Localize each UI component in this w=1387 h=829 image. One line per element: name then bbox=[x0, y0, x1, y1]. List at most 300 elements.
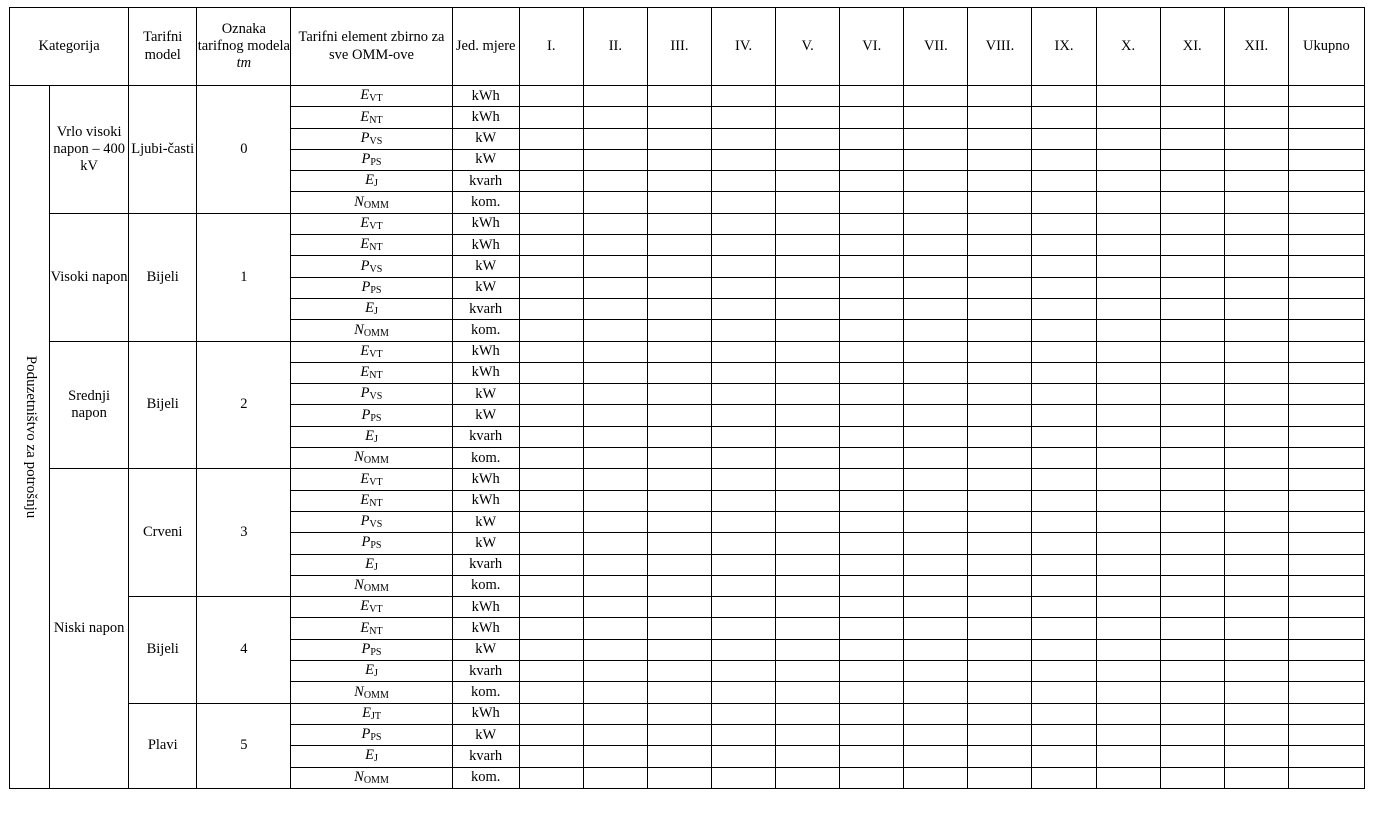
month-value-cell[interactable] bbox=[1224, 639, 1288, 660]
month-value-cell[interactable] bbox=[840, 703, 904, 724]
month-value-cell[interactable] bbox=[776, 533, 840, 554]
month-value-cell[interactable] bbox=[776, 746, 840, 767]
month-value-cell[interactable] bbox=[904, 661, 968, 682]
month-value-cell[interactable] bbox=[712, 682, 776, 703]
total-value-cell[interactable] bbox=[1288, 767, 1364, 788]
month-value-cell[interactable] bbox=[1032, 639, 1096, 660]
month-value-cell[interactable] bbox=[1160, 384, 1224, 405]
month-value-cell[interactable] bbox=[1224, 107, 1288, 128]
total-value-cell[interactable] bbox=[1288, 724, 1364, 745]
month-value-cell[interactable] bbox=[1160, 724, 1224, 745]
total-value-cell[interactable] bbox=[1288, 618, 1364, 639]
month-value-cell[interactable] bbox=[712, 235, 776, 256]
month-value-cell[interactable] bbox=[519, 703, 583, 724]
month-value-cell[interactable] bbox=[776, 682, 840, 703]
month-value-cell[interactable] bbox=[1224, 86, 1288, 107]
month-value-cell[interactable] bbox=[712, 426, 776, 447]
month-value-cell[interactable] bbox=[968, 107, 1032, 128]
month-value-cell[interactable] bbox=[1032, 469, 1096, 490]
month-value-cell[interactable] bbox=[712, 469, 776, 490]
month-value-cell[interactable] bbox=[1096, 171, 1160, 192]
month-value-cell[interactable] bbox=[519, 575, 583, 596]
month-value-cell[interactable] bbox=[776, 107, 840, 128]
month-value-cell[interactable] bbox=[776, 618, 840, 639]
month-value-cell[interactable] bbox=[1096, 426, 1160, 447]
month-value-cell[interactable] bbox=[968, 639, 1032, 660]
total-value-cell[interactable] bbox=[1288, 469, 1364, 490]
month-value-cell[interactable] bbox=[776, 192, 840, 213]
month-value-cell[interactable] bbox=[1032, 767, 1096, 788]
month-value-cell[interactable] bbox=[519, 554, 583, 575]
month-value-cell[interactable] bbox=[968, 469, 1032, 490]
month-value-cell[interactable] bbox=[1096, 554, 1160, 575]
month-value-cell[interactable] bbox=[647, 86, 711, 107]
month-value-cell[interactable] bbox=[1160, 554, 1224, 575]
month-value-cell[interactable] bbox=[583, 235, 647, 256]
month-value-cell[interactable] bbox=[519, 490, 583, 511]
total-value-cell[interactable] bbox=[1288, 597, 1364, 618]
month-value-cell[interactable] bbox=[904, 362, 968, 383]
month-value-cell[interactable] bbox=[1032, 533, 1096, 554]
month-value-cell[interactable] bbox=[519, 405, 583, 426]
month-value-cell[interactable] bbox=[1224, 490, 1288, 511]
total-value-cell[interactable] bbox=[1288, 277, 1364, 298]
total-value-cell[interactable] bbox=[1288, 682, 1364, 703]
month-value-cell[interactable] bbox=[712, 511, 776, 532]
month-value-cell[interactable] bbox=[840, 277, 904, 298]
month-value-cell[interactable] bbox=[519, 682, 583, 703]
month-value-cell[interactable] bbox=[1032, 661, 1096, 682]
month-value-cell[interactable] bbox=[840, 107, 904, 128]
month-value-cell[interactable] bbox=[1032, 362, 1096, 383]
month-value-cell[interactable] bbox=[1224, 746, 1288, 767]
month-value-cell[interactable] bbox=[647, 341, 711, 362]
month-value-cell[interactable] bbox=[1160, 618, 1224, 639]
month-value-cell[interactable] bbox=[904, 298, 968, 319]
month-value-cell[interactable] bbox=[712, 554, 776, 575]
month-value-cell[interactable] bbox=[1160, 86, 1224, 107]
month-value-cell[interactable] bbox=[1032, 107, 1096, 128]
month-value-cell[interactable] bbox=[1224, 171, 1288, 192]
month-value-cell[interactable] bbox=[519, 320, 583, 341]
month-value-cell[interactable] bbox=[1096, 277, 1160, 298]
month-value-cell[interactable] bbox=[968, 128, 1032, 149]
month-value-cell[interactable] bbox=[776, 320, 840, 341]
month-value-cell[interactable] bbox=[968, 298, 1032, 319]
month-value-cell[interactable] bbox=[647, 554, 711, 575]
month-value-cell[interactable] bbox=[968, 86, 1032, 107]
month-value-cell[interactable] bbox=[519, 86, 583, 107]
month-value-cell[interactable] bbox=[776, 767, 840, 788]
month-value-cell[interactable] bbox=[1224, 767, 1288, 788]
month-value-cell[interactable] bbox=[1160, 597, 1224, 618]
month-value-cell[interactable] bbox=[1096, 213, 1160, 234]
month-value-cell[interactable] bbox=[583, 171, 647, 192]
month-value-cell[interactable] bbox=[519, 213, 583, 234]
month-value-cell[interactable] bbox=[968, 767, 1032, 788]
month-value-cell[interactable] bbox=[776, 554, 840, 575]
month-value-cell[interactable] bbox=[519, 298, 583, 319]
month-value-cell[interactable] bbox=[1032, 128, 1096, 149]
month-value-cell[interactable] bbox=[1160, 490, 1224, 511]
month-value-cell[interactable] bbox=[1096, 703, 1160, 724]
month-value-cell[interactable] bbox=[776, 639, 840, 660]
month-value-cell[interactable] bbox=[904, 235, 968, 256]
month-value-cell[interactable] bbox=[968, 171, 1032, 192]
month-value-cell[interactable] bbox=[840, 256, 904, 277]
month-value-cell[interactable] bbox=[840, 341, 904, 362]
month-value-cell[interactable] bbox=[712, 661, 776, 682]
month-value-cell[interactable] bbox=[968, 341, 1032, 362]
month-value-cell[interactable] bbox=[1224, 511, 1288, 532]
month-value-cell[interactable] bbox=[968, 661, 1032, 682]
month-value-cell[interactable] bbox=[1096, 597, 1160, 618]
month-value-cell[interactable] bbox=[776, 128, 840, 149]
month-value-cell[interactable] bbox=[1032, 703, 1096, 724]
month-value-cell[interactable] bbox=[904, 341, 968, 362]
month-value-cell[interactable] bbox=[1096, 149, 1160, 170]
month-value-cell[interactable] bbox=[1096, 469, 1160, 490]
month-value-cell[interactable] bbox=[840, 384, 904, 405]
month-value-cell[interactable] bbox=[1032, 575, 1096, 596]
total-value-cell[interactable] bbox=[1288, 575, 1364, 596]
month-value-cell[interactable] bbox=[647, 235, 711, 256]
month-value-cell[interactable] bbox=[968, 277, 1032, 298]
month-value-cell[interactable] bbox=[647, 746, 711, 767]
month-value-cell[interactable] bbox=[904, 171, 968, 192]
month-value-cell[interactable] bbox=[968, 320, 1032, 341]
month-value-cell[interactable] bbox=[1032, 448, 1096, 469]
month-value-cell[interactable] bbox=[904, 597, 968, 618]
month-value-cell[interactable] bbox=[968, 384, 1032, 405]
month-value-cell[interactable] bbox=[519, 107, 583, 128]
month-value-cell[interactable] bbox=[840, 149, 904, 170]
month-value-cell[interactable] bbox=[712, 192, 776, 213]
total-value-cell[interactable] bbox=[1288, 107, 1364, 128]
month-value-cell[interactable] bbox=[647, 533, 711, 554]
month-value-cell[interactable] bbox=[904, 639, 968, 660]
month-value-cell[interactable] bbox=[583, 362, 647, 383]
month-value-cell[interactable] bbox=[1032, 384, 1096, 405]
month-value-cell[interactable] bbox=[1160, 639, 1224, 660]
month-value-cell[interactable] bbox=[840, 767, 904, 788]
month-value-cell[interactable] bbox=[1224, 128, 1288, 149]
month-value-cell[interactable] bbox=[647, 405, 711, 426]
month-value-cell[interactable] bbox=[583, 192, 647, 213]
month-value-cell[interactable] bbox=[776, 235, 840, 256]
month-value-cell[interactable] bbox=[583, 86, 647, 107]
month-value-cell[interactable] bbox=[1160, 107, 1224, 128]
month-value-cell[interactable] bbox=[904, 107, 968, 128]
month-value-cell[interactable] bbox=[1032, 511, 1096, 532]
month-value-cell[interactable] bbox=[840, 597, 904, 618]
month-value-cell[interactable] bbox=[1096, 256, 1160, 277]
month-value-cell[interactable] bbox=[1096, 384, 1160, 405]
month-value-cell[interactable] bbox=[904, 554, 968, 575]
month-value-cell[interactable] bbox=[712, 639, 776, 660]
month-value-cell[interactable] bbox=[904, 511, 968, 532]
month-value-cell[interactable] bbox=[712, 703, 776, 724]
month-value-cell[interactable] bbox=[904, 682, 968, 703]
month-value-cell[interactable] bbox=[776, 341, 840, 362]
month-value-cell[interactable] bbox=[519, 469, 583, 490]
month-value-cell[interactable] bbox=[1224, 724, 1288, 745]
month-value-cell[interactable] bbox=[840, 639, 904, 660]
month-value-cell[interactable] bbox=[519, 128, 583, 149]
month-value-cell[interactable] bbox=[583, 405, 647, 426]
month-value-cell[interactable] bbox=[776, 448, 840, 469]
total-value-cell[interactable] bbox=[1288, 639, 1364, 660]
month-value-cell[interactable] bbox=[583, 256, 647, 277]
month-value-cell[interactable] bbox=[1224, 362, 1288, 383]
month-value-cell[interactable] bbox=[968, 618, 1032, 639]
month-value-cell[interactable] bbox=[583, 320, 647, 341]
month-value-cell[interactable] bbox=[968, 213, 1032, 234]
total-value-cell[interactable] bbox=[1288, 405, 1364, 426]
month-value-cell[interactable] bbox=[904, 277, 968, 298]
month-value-cell[interactable] bbox=[647, 192, 711, 213]
month-value-cell[interactable] bbox=[776, 213, 840, 234]
month-value-cell[interactable] bbox=[583, 341, 647, 362]
month-value-cell[interactable] bbox=[968, 362, 1032, 383]
month-value-cell[interactable] bbox=[1160, 235, 1224, 256]
month-value-cell[interactable] bbox=[1096, 490, 1160, 511]
month-value-cell[interactable] bbox=[1096, 235, 1160, 256]
month-value-cell[interactable] bbox=[1224, 213, 1288, 234]
month-value-cell[interactable] bbox=[1096, 320, 1160, 341]
month-value-cell[interactable] bbox=[712, 618, 776, 639]
month-value-cell[interactable] bbox=[1224, 341, 1288, 362]
month-value-cell[interactable] bbox=[583, 767, 647, 788]
total-value-cell[interactable] bbox=[1288, 192, 1364, 213]
month-value-cell[interactable] bbox=[1032, 298, 1096, 319]
month-value-cell[interactable] bbox=[519, 362, 583, 383]
month-value-cell[interactable] bbox=[1224, 554, 1288, 575]
month-value-cell[interactable] bbox=[583, 661, 647, 682]
month-value-cell[interactable] bbox=[840, 618, 904, 639]
month-value-cell[interactable] bbox=[583, 682, 647, 703]
month-value-cell[interactable] bbox=[840, 213, 904, 234]
month-value-cell[interactable] bbox=[968, 533, 1032, 554]
month-value-cell[interactable] bbox=[583, 703, 647, 724]
month-value-cell[interactable] bbox=[712, 256, 776, 277]
month-value-cell[interactable] bbox=[583, 618, 647, 639]
month-value-cell[interactable] bbox=[776, 149, 840, 170]
month-value-cell[interactable] bbox=[519, 661, 583, 682]
month-value-cell[interactable] bbox=[712, 320, 776, 341]
month-value-cell[interactable] bbox=[1224, 682, 1288, 703]
month-value-cell[interactable] bbox=[1160, 320, 1224, 341]
total-value-cell[interactable] bbox=[1288, 128, 1364, 149]
month-value-cell[interactable] bbox=[840, 128, 904, 149]
month-value-cell[interactable] bbox=[1032, 86, 1096, 107]
month-value-cell[interactable] bbox=[968, 682, 1032, 703]
total-value-cell[interactable] bbox=[1288, 490, 1364, 511]
month-value-cell[interactable] bbox=[840, 533, 904, 554]
month-value-cell[interactable] bbox=[583, 213, 647, 234]
month-value-cell[interactable] bbox=[1160, 149, 1224, 170]
month-value-cell[interactable] bbox=[519, 511, 583, 532]
month-value-cell[interactable] bbox=[647, 107, 711, 128]
month-value-cell[interactable] bbox=[1096, 533, 1160, 554]
month-value-cell[interactable] bbox=[583, 448, 647, 469]
month-value-cell[interactable] bbox=[583, 639, 647, 660]
month-value-cell[interactable] bbox=[1032, 490, 1096, 511]
month-value-cell[interactable] bbox=[904, 490, 968, 511]
month-value-cell[interactable] bbox=[904, 469, 968, 490]
month-value-cell[interactable] bbox=[712, 107, 776, 128]
month-value-cell[interactable] bbox=[1096, 86, 1160, 107]
month-value-cell[interactable] bbox=[712, 746, 776, 767]
month-value-cell[interactable] bbox=[519, 256, 583, 277]
month-value-cell[interactable] bbox=[712, 767, 776, 788]
total-value-cell[interactable] bbox=[1288, 533, 1364, 554]
month-value-cell[interactable] bbox=[1160, 682, 1224, 703]
month-value-cell[interactable] bbox=[583, 298, 647, 319]
month-value-cell[interactable] bbox=[583, 554, 647, 575]
month-value-cell[interactable] bbox=[840, 724, 904, 745]
month-value-cell[interactable] bbox=[647, 149, 711, 170]
month-value-cell[interactable] bbox=[776, 384, 840, 405]
month-value-cell[interactable] bbox=[647, 426, 711, 447]
month-value-cell[interactable] bbox=[904, 618, 968, 639]
month-value-cell[interactable] bbox=[1032, 554, 1096, 575]
month-value-cell[interactable] bbox=[776, 661, 840, 682]
month-value-cell[interactable] bbox=[776, 362, 840, 383]
month-value-cell[interactable] bbox=[519, 171, 583, 192]
month-value-cell[interactable] bbox=[647, 490, 711, 511]
month-value-cell[interactable] bbox=[519, 639, 583, 660]
month-value-cell[interactable] bbox=[1224, 448, 1288, 469]
month-value-cell[interactable] bbox=[1096, 575, 1160, 596]
month-value-cell[interactable] bbox=[776, 171, 840, 192]
month-value-cell[interactable] bbox=[647, 384, 711, 405]
month-value-cell[interactable] bbox=[1224, 703, 1288, 724]
month-value-cell[interactable] bbox=[968, 597, 1032, 618]
month-value-cell[interactable] bbox=[840, 405, 904, 426]
month-value-cell[interactable] bbox=[1096, 767, 1160, 788]
month-value-cell[interactable] bbox=[840, 554, 904, 575]
month-value-cell[interactable] bbox=[1160, 256, 1224, 277]
month-value-cell[interactable] bbox=[776, 575, 840, 596]
month-value-cell[interactable] bbox=[904, 86, 968, 107]
month-value-cell[interactable] bbox=[712, 405, 776, 426]
month-value-cell[interactable] bbox=[904, 213, 968, 234]
month-value-cell[interactable] bbox=[583, 128, 647, 149]
month-value-cell[interactable] bbox=[776, 277, 840, 298]
month-value-cell[interactable] bbox=[840, 192, 904, 213]
month-value-cell[interactable] bbox=[968, 149, 1032, 170]
month-value-cell[interactable] bbox=[1032, 724, 1096, 745]
month-value-cell[interactable] bbox=[840, 448, 904, 469]
month-value-cell[interactable] bbox=[904, 405, 968, 426]
total-value-cell[interactable] bbox=[1288, 554, 1364, 575]
month-value-cell[interactable] bbox=[647, 767, 711, 788]
month-value-cell[interactable] bbox=[840, 469, 904, 490]
month-value-cell[interactable] bbox=[647, 256, 711, 277]
month-value-cell[interactable] bbox=[647, 469, 711, 490]
month-value-cell[interactable] bbox=[519, 767, 583, 788]
month-value-cell[interactable] bbox=[647, 320, 711, 341]
month-value-cell[interactable] bbox=[1032, 277, 1096, 298]
month-value-cell[interactable] bbox=[1096, 298, 1160, 319]
month-value-cell[interactable] bbox=[968, 256, 1032, 277]
month-value-cell[interactable] bbox=[712, 277, 776, 298]
month-value-cell[interactable] bbox=[647, 682, 711, 703]
month-value-cell[interactable] bbox=[1224, 192, 1288, 213]
month-value-cell[interactable] bbox=[904, 256, 968, 277]
month-value-cell[interactable] bbox=[1160, 533, 1224, 554]
month-value-cell[interactable] bbox=[776, 597, 840, 618]
month-value-cell[interactable] bbox=[1160, 575, 1224, 596]
month-value-cell[interactable] bbox=[519, 597, 583, 618]
month-value-cell[interactable] bbox=[1096, 192, 1160, 213]
month-value-cell[interactable] bbox=[519, 341, 583, 362]
month-value-cell[interactable] bbox=[904, 320, 968, 341]
month-value-cell[interactable] bbox=[1096, 405, 1160, 426]
month-value-cell[interactable] bbox=[776, 703, 840, 724]
month-value-cell[interactable] bbox=[968, 405, 1032, 426]
month-value-cell[interactable] bbox=[647, 724, 711, 745]
month-value-cell[interactable] bbox=[1096, 128, 1160, 149]
month-value-cell[interactable] bbox=[1160, 661, 1224, 682]
month-value-cell[interactable] bbox=[776, 724, 840, 745]
month-value-cell[interactable] bbox=[904, 128, 968, 149]
month-value-cell[interactable] bbox=[1096, 661, 1160, 682]
month-value-cell[interactable] bbox=[1224, 575, 1288, 596]
month-value-cell[interactable] bbox=[1160, 171, 1224, 192]
month-value-cell[interactable] bbox=[776, 405, 840, 426]
month-value-cell[interactable] bbox=[1160, 767, 1224, 788]
month-value-cell[interactable] bbox=[1096, 682, 1160, 703]
month-value-cell[interactable] bbox=[1032, 171, 1096, 192]
month-value-cell[interactable] bbox=[1032, 256, 1096, 277]
month-value-cell[interactable] bbox=[647, 597, 711, 618]
month-value-cell[interactable] bbox=[647, 511, 711, 532]
month-value-cell[interactable] bbox=[1224, 597, 1288, 618]
month-value-cell[interactable] bbox=[712, 575, 776, 596]
month-value-cell[interactable] bbox=[840, 661, 904, 682]
month-value-cell[interactable] bbox=[712, 213, 776, 234]
month-value-cell[interactable] bbox=[583, 469, 647, 490]
month-value-cell[interactable] bbox=[1224, 277, 1288, 298]
month-value-cell[interactable] bbox=[968, 511, 1032, 532]
month-value-cell[interactable] bbox=[1096, 724, 1160, 745]
month-value-cell[interactable] bbox=[583, 426, 647, 447]
month-value-cell[interactable] bbox=[712, 171, 776, 192]
month-value-cell[interactable] bbox=[647, 618, 711, 639]
month-value-cell[interactable] bbox=[1032, 426, 1096, 447]
month-value-cell[interactable] bbox=[1224, 149, 1288, 170]
month-value-cell[interactable] bbox=[1224, 618, 1288, 639]
month-value-cell[interactable] bbox=[1160, 277, 1224, 298]
month-value-cell[interactable] bbox=[904, 192, 968, 213]
month-value-cell[interactable] bbox=[968, 575, 1032, 596]
month-value-cell[interactable] bbox=[1160, 298, 1224, 319]
month-value-cell[interactable] bbox=[712, 490, 776, 511]
month-value-cell[interactable] bbox=[519, 149, 583, 170]
month-value-cell[interactable] bbox=[1224, 661, 1288, 682]
month-value-cell[interactable] bbox=[1160, 213, 1224, 234]
month-value-cell[interactable] bbox=[840, 490, 904, 511]
total-value-cell[interactable] bbox=[1288, 511, 1364, 532]
month-value-cell[interactable] bbox=[904, 575, 968, 596]
month-value-cell[interactable] bbox=[1224, 469, 1288, 490]
month-value-cell[interactable] bbox=[904, 384, 968, 405]
month-value-cell[interactable] bbox=[1096, 341, 1160, 362]
month-value-cell[interactable] bbox=[968, 448, 1032, 469]
month-value-cell[interactable] bbox=[1032, 149, 1096, 170]
